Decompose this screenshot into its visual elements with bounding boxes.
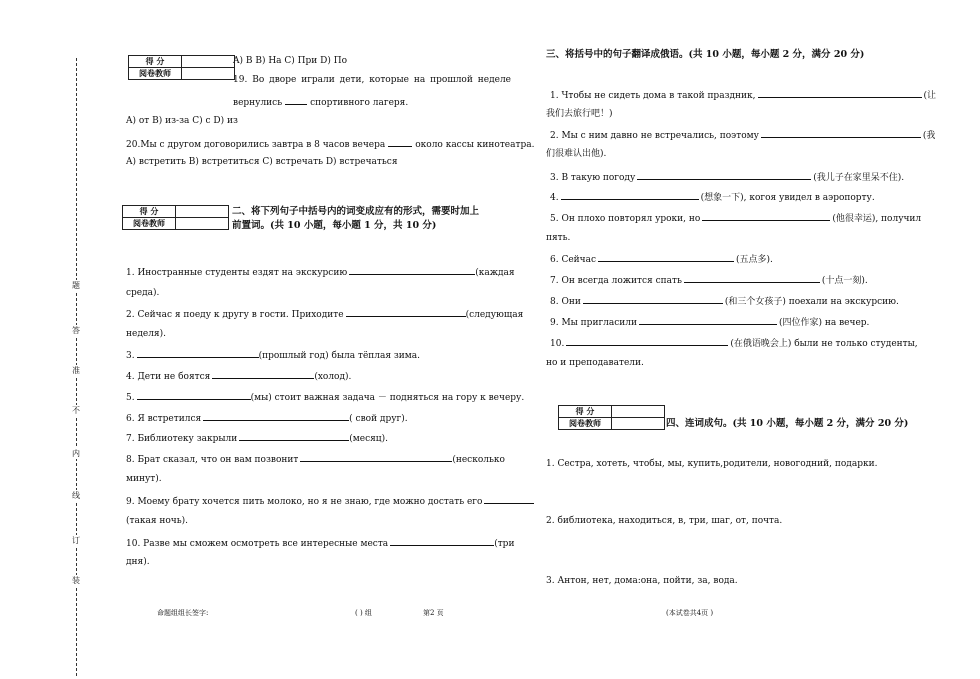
score-box xyxy=(558,405,665,430)
margin-char: 装 xyxy=(72,576,80,585)
list-item: 3. Антон, нет, дома:она, пойти, за, вода. xyxy=(546,576,738,586)
list-item: 8. Брат сказал, что он вам позвонит (несколько xyxy=(126,452,505,466)
score-box xyxy=(128,55,235,80)
list-item-cont: (такая ночь). xyxy=(126,516,189,526)
list-item: 1. Чтобы не сидеть дома в такой праздник, (让 xyxy=(550,88,936,102)
score-label: 得 分 xyxy=(129,56,182,68)
grader-field[interactable] xyxy=(612,418,665,430)
margin-char: 订 xyxy=(72,536,80,545)
answer-blank[interactable] xyxy=(285,95,307,105)
list-item-cont: 我们去旅行吧！) xyxy=(546,109,613,119)
answer-blank[interactable] xyxy=(758,88,922,98)
answer-blank[interactable] xyxy=(702,211,830,221)
list-item: 2. Сейчас я поеду к другу в гости. Приходите (следующая xyxy=(126,307,523,321)
score-field[interactable] xyxy=(182,56,235,68)
answer-blank[interactable] xyxy=(761,128,921,138)
q19-line1: 19. Во дворе играли дети, которые на прошлой неделе xyxy=(233,75,511,85)
footer-total: (本试卷共4页 ) xyxy=(666,609,714,617)
answer-blank[interactable] xyxy=(484,494,534,504)
list-item: 2. библиотека, находиться, в, три, шаг, от, почта. xyxy=(546,516,783,526)
grader-field[interactable] xyxy=(176,218,229,230)
list-item: 4. (想象一下), когоя увидел в аэропорту. xyxy=(550,190,875,204)
list-item-cont: неделя). xyxy=(126,329,166,339)
list-item-cont: пять. xyxy=(546,233,571,243)
section4-title: 四、连词成句。(共 10 小题，每小题 2 分，满分 20 分) xyxy=(666,418,909,429)
answer-blank[interactable] xyxy=(349,265,475,275)
answer-blank[interactable] xyxy=(300,452,452,462)
section3-title: 三、将括号中的句子翻译成俄语。(共 10 小题，每小题 2 分，满分 20 分) xyxy=(546,49,865,60)
answer-blank[interactable] xyxy=(561,190,699,200)
grader-label: 阅卷教师 xyxy=(129,68,182,80)
list-item: 5. (мы) стоит важная задача － подняться на гору к вечеру. xyxy=(126,390,524,404)
answer-blank[interactable] xyxy=(598,252,734,262)
answer-blank[interactable] xyxy=(137,348,259,358)
footer-group: ( ) 组 xyxy=(355,609,372,617)
score-label: 得 分 xyxy=(559,406,612,418)
answer-blank[interactable] xyxy=(346,307,466,317)
q20-text-a: 20.Мы с другом договорились завтра в 8 часов вечера xyxy=(126,140,386,150)
list-item-cont: но и преподаватели. xyxy=(546,358,644,368)
list-item: 1. Сестра, хотеть, чтобы, мы, купить,родители, новогодний, подарки. xyxy=(546,459,878,469)
list-item: 8. Они (和三个女孩子) поехали на экскурсию. xyxy=(550,294,899,308)
section2-title-2: 前置词。(共 10 小题，每小题 1 分，共 10 分) xyxy=(232,220,437,231)
score-field[interactable] xyxy=(176,206,229,218)
list-item: 1. Иностранные студенты ездят на экскурсию (каждая xyxy=(126,265,515,279)
answer-blank[interactable] xyxy=(239,431,349,441)
score-field[interactable] xyxy=(612,406,665,418)
q20-line xyxy=(126,137,534,151)
list-item: 7. Он всегда ложится спать (十点一刻). xyxy=(550,273,868,287)
margin-char: 答 xyxy=(72,326,80,335)
list-item: 3. (прошлый год) была тёплая зима. xyxy=(126,348,420,362)
q19-line2 xyxy=(233,95,408,109)
q19-options: A) от B) из-за C) с D) из xyxy=(126,116,238,126)
answer-blank[interactable] xyxy=(566,336,728,346)
answer-blank[interactable] xyxy=(203,411,349,421)
list-item: 6. Я встретился ( свой друг). xyxy=(126,411,408,425)
margin-char: 题 xyxy=(72,281,80,290)
answer-blank[interactable] xyxy=(637,170,811,180)
q19-text-a: вернулись xyxy=(233,98,283,108)
list-item-cont: дня). xyxy=(126,557,150,567)
answer-blank[interactable] xyxy=(212,369,314,379)
list-item: 10. Разве мы сможем осмотреть все интересные места (три xyxy=(126,536,514,550)
q20-options: A) встретить B) встретиться C) встречать D) встречаться xyxy=(126,157,398,167)
margin-char: 不 xyxy=(72,406,80,415)
grader-field[interactable] xyxy=(182,68,235,80)
list-item-cont: среда). xyxy=(126,288,160,298)
list-item: 7. Библиотеку закрыли (месяц). xyxy=(126,431,388,445)
list-item: 3. В такую погоду (我儿子在家里呆不住). xyxy=(550,170,904,184)
grader-label: 阅卷教师 xyxy=(123,218,176,230)
answer-blank[interactable] xyxy=(388,137,412,147)
answer-blank[interactable] xyxy=(137,390,251,400)
q20-text-b: около кассы кинотеатра. xyxy=(415,140,535,150)
answer-blank[interactable] xyxy=(390,536,494,546)
list-item: 2. Мы с ним давно не встречались, поэтому (我 xyxy=(550,128,935,142)
list-item: 5. Он плохо повторял уроки, но (他很幸运), получил xyxy=(550,211,921,225)
list-item: 4. Дети не боятся (холод). xyxy=(126,369,351,383)
score-box xyxy=(122,205,229,230)
list-item: 10. (在俄语晚会上) были не только студенты, xyxy=(550,336,918,350)
margin-char: 内 xyxy=(72,449,80,458)
answer-blank[interactable] xyxy=(583,294,723,304)
list-item: 6. Сейчас (五点多). xyxy=(550,252,773,266)
list-item-cont: минут). xyxy=(126,474,162,484)
grader-label: 阅卷教师 xyxy=(559,418,612,430)
answer-blank[interactable] xyxy=(684,273,820,283)
answer-blank[interactable] xyxy=(639,315,777,325)
q18-options: A) В B) На C) При D) По xyxy=(233,56,347,66)
margin-char: 线 xyxy=(72,491,80,500)
list-item: 9. Моему брату хочется пить молоко, но я не знаю, где можно достать его xyxy=(126,494,534,508)
margin-char: 准 xyxy=(72,366,80,375)
footer-signer: 命题组组长签字: xyxy=(157,609,209,617)
q19-text-b: спортивного лагеря. xyxy=(310,98,409,108)
section2-title-1: 二、将下列句子中括号内的词变成应有的形式，需要时加上 xyxy=(232,206,480,217)
list-item-cont: 们很难认出他). xyxy=(546,149,607,159)
footer-page: 第2 页 xyxy=(423,609,444,617)
list-item: 9. Мы пригласили (四位作家) на вечер. xyxy=(550,315,869,329)
score-label: 得 分 xyxy=(123,206,176,218)
